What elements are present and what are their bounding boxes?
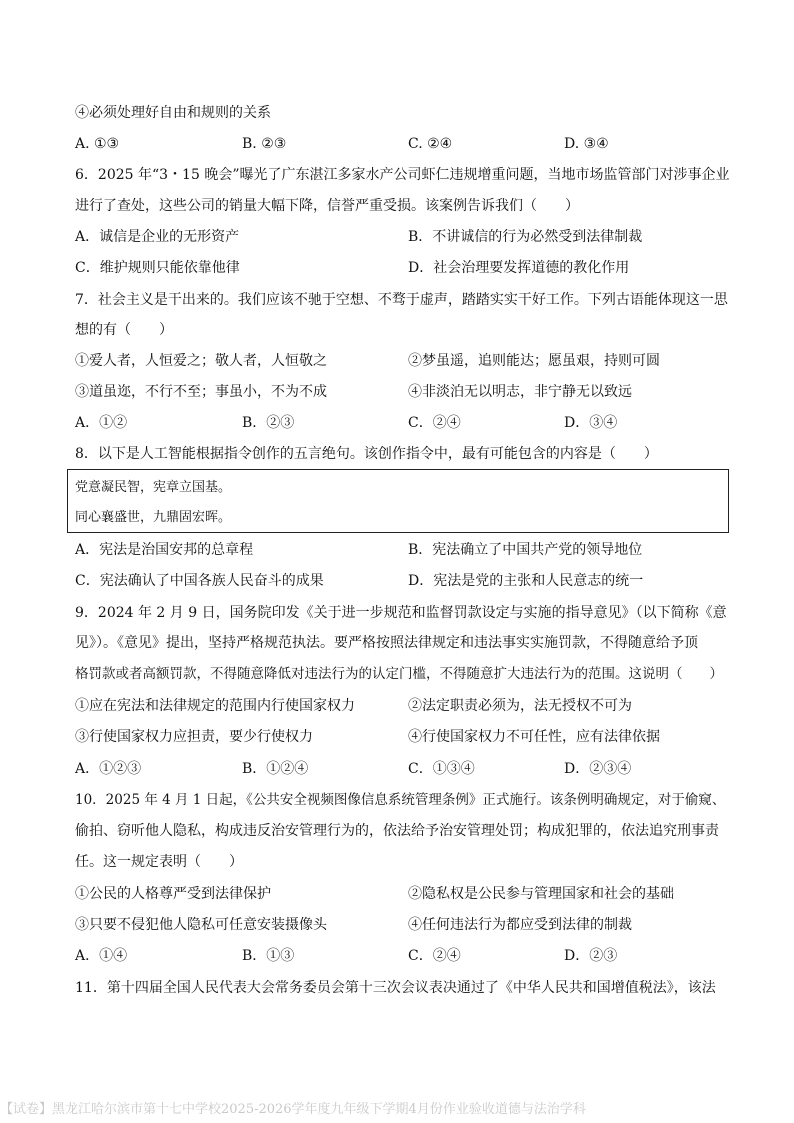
footer-watermark: 【试卷】黑龙江哈尔滨市第十七中学校2025-2026学年度九年级下学期4月份作业验收道德与法治学科 [0, 1102, 586, 1117]
q6-stem-line1: 6．2025 年“3・15 晚会”曝光了广东湛江多家水产公司虾仁违规增重问题，当地市场监管部门对涉事企业 [75, 167, 730, 183]
q10-option-a: A．①④ [75, 948, 128, 964]
q10-item-1: ①公民的人格尊严受到法律保护 [75, 886, 271, 902]
q9-item-4: ④行使国家权力不可任性，应有法律依据 [408, 729, 660, 745]
q9-stem-line2: 见》）。《意见》提出，坚持严格规范执法。要严格按照法律规定和违法事实实施罚款，不得随意给予顶 [75, 635, 698, 651]
q7-option-a: A．①② [75, 415, 128, 431]
q9-option-d: D．②③④ [564, 761, 632, 777]
q6-option-c: C．维护规则只能依靠他律 [75, 260, 240, 276]
q8-poem-line1: 党意凝民智，宪章立国基。 [75, 480, 232, 495]
q7-item-1: ①爱人者，人恒爱之；敬人者，人恒敬之 [75, 353, 327, 369]
q9-stem-line1: 9．2024 年 2 月 9 日，国务院印发《关于进一步规范和监督罚款设定与实施的指导意见》（以下简称《意 [75, 605, 727, 621]
q9-item-2: ②法定职责必须为，法无授权不可为 [408, 698, 632, 714]
q6-option-d: D．社会治理要发挥道德的教化作用 [408, 260, 630, 276]
q5-option-d: D. ③④ [564, 136, 609, 152]
q7-option-d: D．③④ [564, 415, 618, 431]
q5-item-4: ④必须处理好自由和规则的关系 [75, 105, 271, 121]
q10-stem-line3: 任。这一规定表明（ ） [75, 854, 243, 870]
q8-option-b: B．宪法确立了中国共产党的领导地位 [408, 542, 643, 558]
q6-option-a: A．诚信是企业的无形资产 [75, 229, 240, 245]
q10-stem-line1: 10．2025 年 4 月 1 日起，《公共安全视频图像信息系统管理条例》正式施行。该条例明确规定，对于偷窥、 [75, 792, 726, 808]
q8-stem-line1: 8．以下是人工智能根据指令创作的五言绝句。该创作指令中，最有可能包含的内容是（ ） [75, 446, 658, 462]
q9-option-c: C．①③④ [408, 761, 475, 777]
q7-item-2: ②梦虽遥，追则能达；愿虽艰，持则可圆 [408, 353, 660, 369]
q5-option-a: A. ①③ [75, 136, 120, 152]
q8-option-a: A．宪法是治国安邦的总章程 [75, 542, 254, 558]
q7-item-3: ③道虽迩，不行不至；事虽小，不为不成 [75, 384, 327, 400]
q10-option-d: D．②③ [564, 948, 618, 964]
q9-option-b: B．①②④ [242, 761, 309, 777]
q10-option-c: C．②④ [408, 948, 461, 964]
q11-stem-line1: 11．第十四届全国人民代表大会常务委员会第十三次会议表决通过了《中华人民共和国增值税法》，该法 [75, 980, 716, 996]
q5-option-b: B. ②③ [242, 136, 287, 152]
q10-stem-line2: 偷拍、窃听他人隐私，构成违反治安管理行为的，依法给予治安管理处罚；构成犯罪的，依法追究刑事责 [75, 823, 719, 839]
q7-option-b: B．②③ [242, 415, 295, 431]
q9-item-3: ③行使国家权力应担责，要少行使权力 [75, 729, 313, 745]
q7-stem-line2: 想的有（ ） [75, 322, 173, 338]
q5-option-c: C. ②④ [408, 136, 453, 152]
q9-option-a: A．①②③ [75, 761, 142, 777]
q7-option-c: C．②④ [408, 415, 461, 431]
q10-item-4: ④任何违法行为都应受到法律的制裁 [408, 917, 632, 933]
q10-item-3: ③只要不侵犯他人隐私可任意安装摄像头 [75, 917, 327, 933]
q8-option-d: D．宪法是党的主张和人民意志的统一 [408, 573, 644, 589]
q8-option-c: C．宪法确认了中国各族人民奋斗的成果 [75, 573, 324, 589]
q6-option-b: B．不讲诚信的行为必然受到法律制裁 [408, 229, 643, 245]
q10-option-b: B．①③ [242, 948, 295, 964]
q7-item-4: ④非淡泊无以明志，非宁静无以致远 [408, 384, 632, 400]
q9-stem-line3: 格罚款或者高额罚款，不得随意降低对违法行为的认定门槛，不得随意扩大违法行为的范围。这说明（ ） [75, 666, 723, 682]
q8-poem-line2: 同心襄盛世，九鼎固宏晖。 [75, 510, 232, 525]
q9-item-1: ①应在宪法和法律规定的范围内行使国家权力 [75, 698, 355, 714]
q7-stem-line1: 7．社会主义是干出来的。我们应该不驰于空想、不骛于虚声，踏踏实实干好工作。下列古语能体现这一思 [75, 292, 728, 308]
q10-item-2: ②隐私权是公民参与管理国家和社会的基础 [408, 886, 674, 902]
q6-stem-line2: 进行了查处，这些公司的销量大幅下降，信誉严重受损。该案例告诉我们（ ） [75, 198, 579, 214]
q8-poem-box [67, 469, 729, 533]
